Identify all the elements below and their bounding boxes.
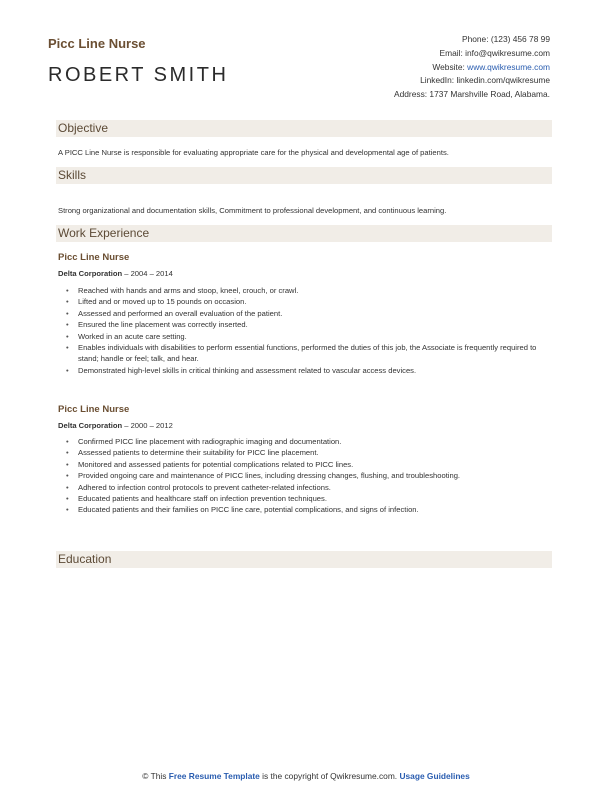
list-item: • Assessed patients to determine their suitability for PICC line placement. (66, 447, 546, 458)
free-resume-template-link[interactable]: Free Resume Template (168, 771, 260, 781)
list-item: • Monitored and assessed patients for potential complications related to PICC lines. (66, 459, 546, 470)
contact-label: Phone: (461, 34, 489, 44)
contact-value[interactable]: info@qwikresume.com (465, 47, 550, 58)
contact-address (394, 88, 550, 102)
skills-section-header (56, 167, 552, 184)
list-item: • Adhered to infection control protocols to prevent catheter-related infections. (66, 482, 546, 493)
contact-label: Website: (432, 61, 465, 72)
contact-value: (123) 456 78 99 (490, 34, 550, 44)
footer-prefix: © This (142, 771, 169, 781)
contact-value: linkedin.com/qwikresume (456, 75, 550, 86)
contact-phone (394, 33, 550, 47)
contact-label: Address: (394, 89, 428, 100)
education-section-header (56, 551, 552, 568)
contact-label: Email: (439, 47, 463, 58)
contact-linkedin (394, 74, 550, 88)
job-dates: – 2004 – 2014 (122, 269, 173, 278)
list-item: • Confirmed PICC line placement with radiographic imaging and documentation. (66, 436, 546, 447)
list-item: • Educated patients and healthcare staff on infection prevention techniques. (66, 493, 546, 504)
job-company-dates (58, 269, 173, 278)
candidate-name: ROBERT SMITH (48, 64, 229, 86)
section-title: Skills (58, 168, 87, 182)
job-role: Picc Line Nurse (58, 404, 130, 415)
list-item: • Enables individuals with disabilities to perform essential functions, performed the duties of this job, the Associate is frequently required to stand; handle or feel; talk, and hear. (66, 342, 546, 365)
job-bullets (66, 436, 546, 516)
job-dates: – 2000 – 2012 (122, 421, 173, 430)
list-item: • Provided ongoing care and maintenance of PICC lines, including dressing changes, flushing, and troubleshooting. (66, 470, 546, 481)
list-item: • Lifted and or moved up to 15 pounds on occasion. (66, 296, 546, 307)
job-role: Picc Line Nurse (58, 252, 130, 263)
contact-label: LinkedIn: (420, 75, 455, 86)
usage-guidelines-link[interactable]: Usage Guidelines (399, 771, 470, 781)
footer (0, 771, 612, 781)
section-title: Work Experience (58, 226, 150, 240)
website-link[interactable]: www.qwikresume.com (467, 61, 550, 72)
objective-section-header (56, 120, 552, 137)
objective-text: A PICC Line Nurse is responsible for evaluating appropriate care for the physical and developmental age of patients. (58, 148, 449, 157)
footer-middle: is the copyright of Qwikresume.com. (259, 771, 400, 781)
work-experience-section-header (56, 225, 552, 242)
contact-email (394, 47, 550, 61)
contact-website (394, 61, 550, 75)
list-item: • Demonstrated high-level skills in critical thinking and assessment related to vascular access devices. (66, 365, 546, 376)
company-name: Delta Corporation (58, 421, 123, 430)
list-item: • Ensured the line placement was correctly inserted. (66, 319, 546, 330)
section-title: Education (58, 552, 112, 566)
company-name: Delta Corporation (58, 269, 123, 278)
skills-text: Strong organizational and documentation skills, Commitment to professional development, and continuous learning. (58, 206, 447, 215)
list-item: • Reached with hands and arms and stoop, kneel, crouch, or crawl. (66, 285, 546, 296)
section-title: Objective (58, 121, 109, 135)
contact-block (394, 33, 550, 102)
job-bullets (66, 285, 546, 376)
job-company-dates (58, 421, 173, 430)
list-item: • Educated patients and their families on PICC line care, potential complications, and signs of infection. (66, 504, 546, 515)
list-item: • Worked in an acute care setting. (66, 331, 546, 342)
job-title: Picc Line Nurse (48, 36, 146, 51)
list-item: • Assessed and performed an overall evaluation of the patient. (66, 308, 546, 319)
contact-value: 1737 Marshville Road, Alabama. (429, 89, 550, 100)
